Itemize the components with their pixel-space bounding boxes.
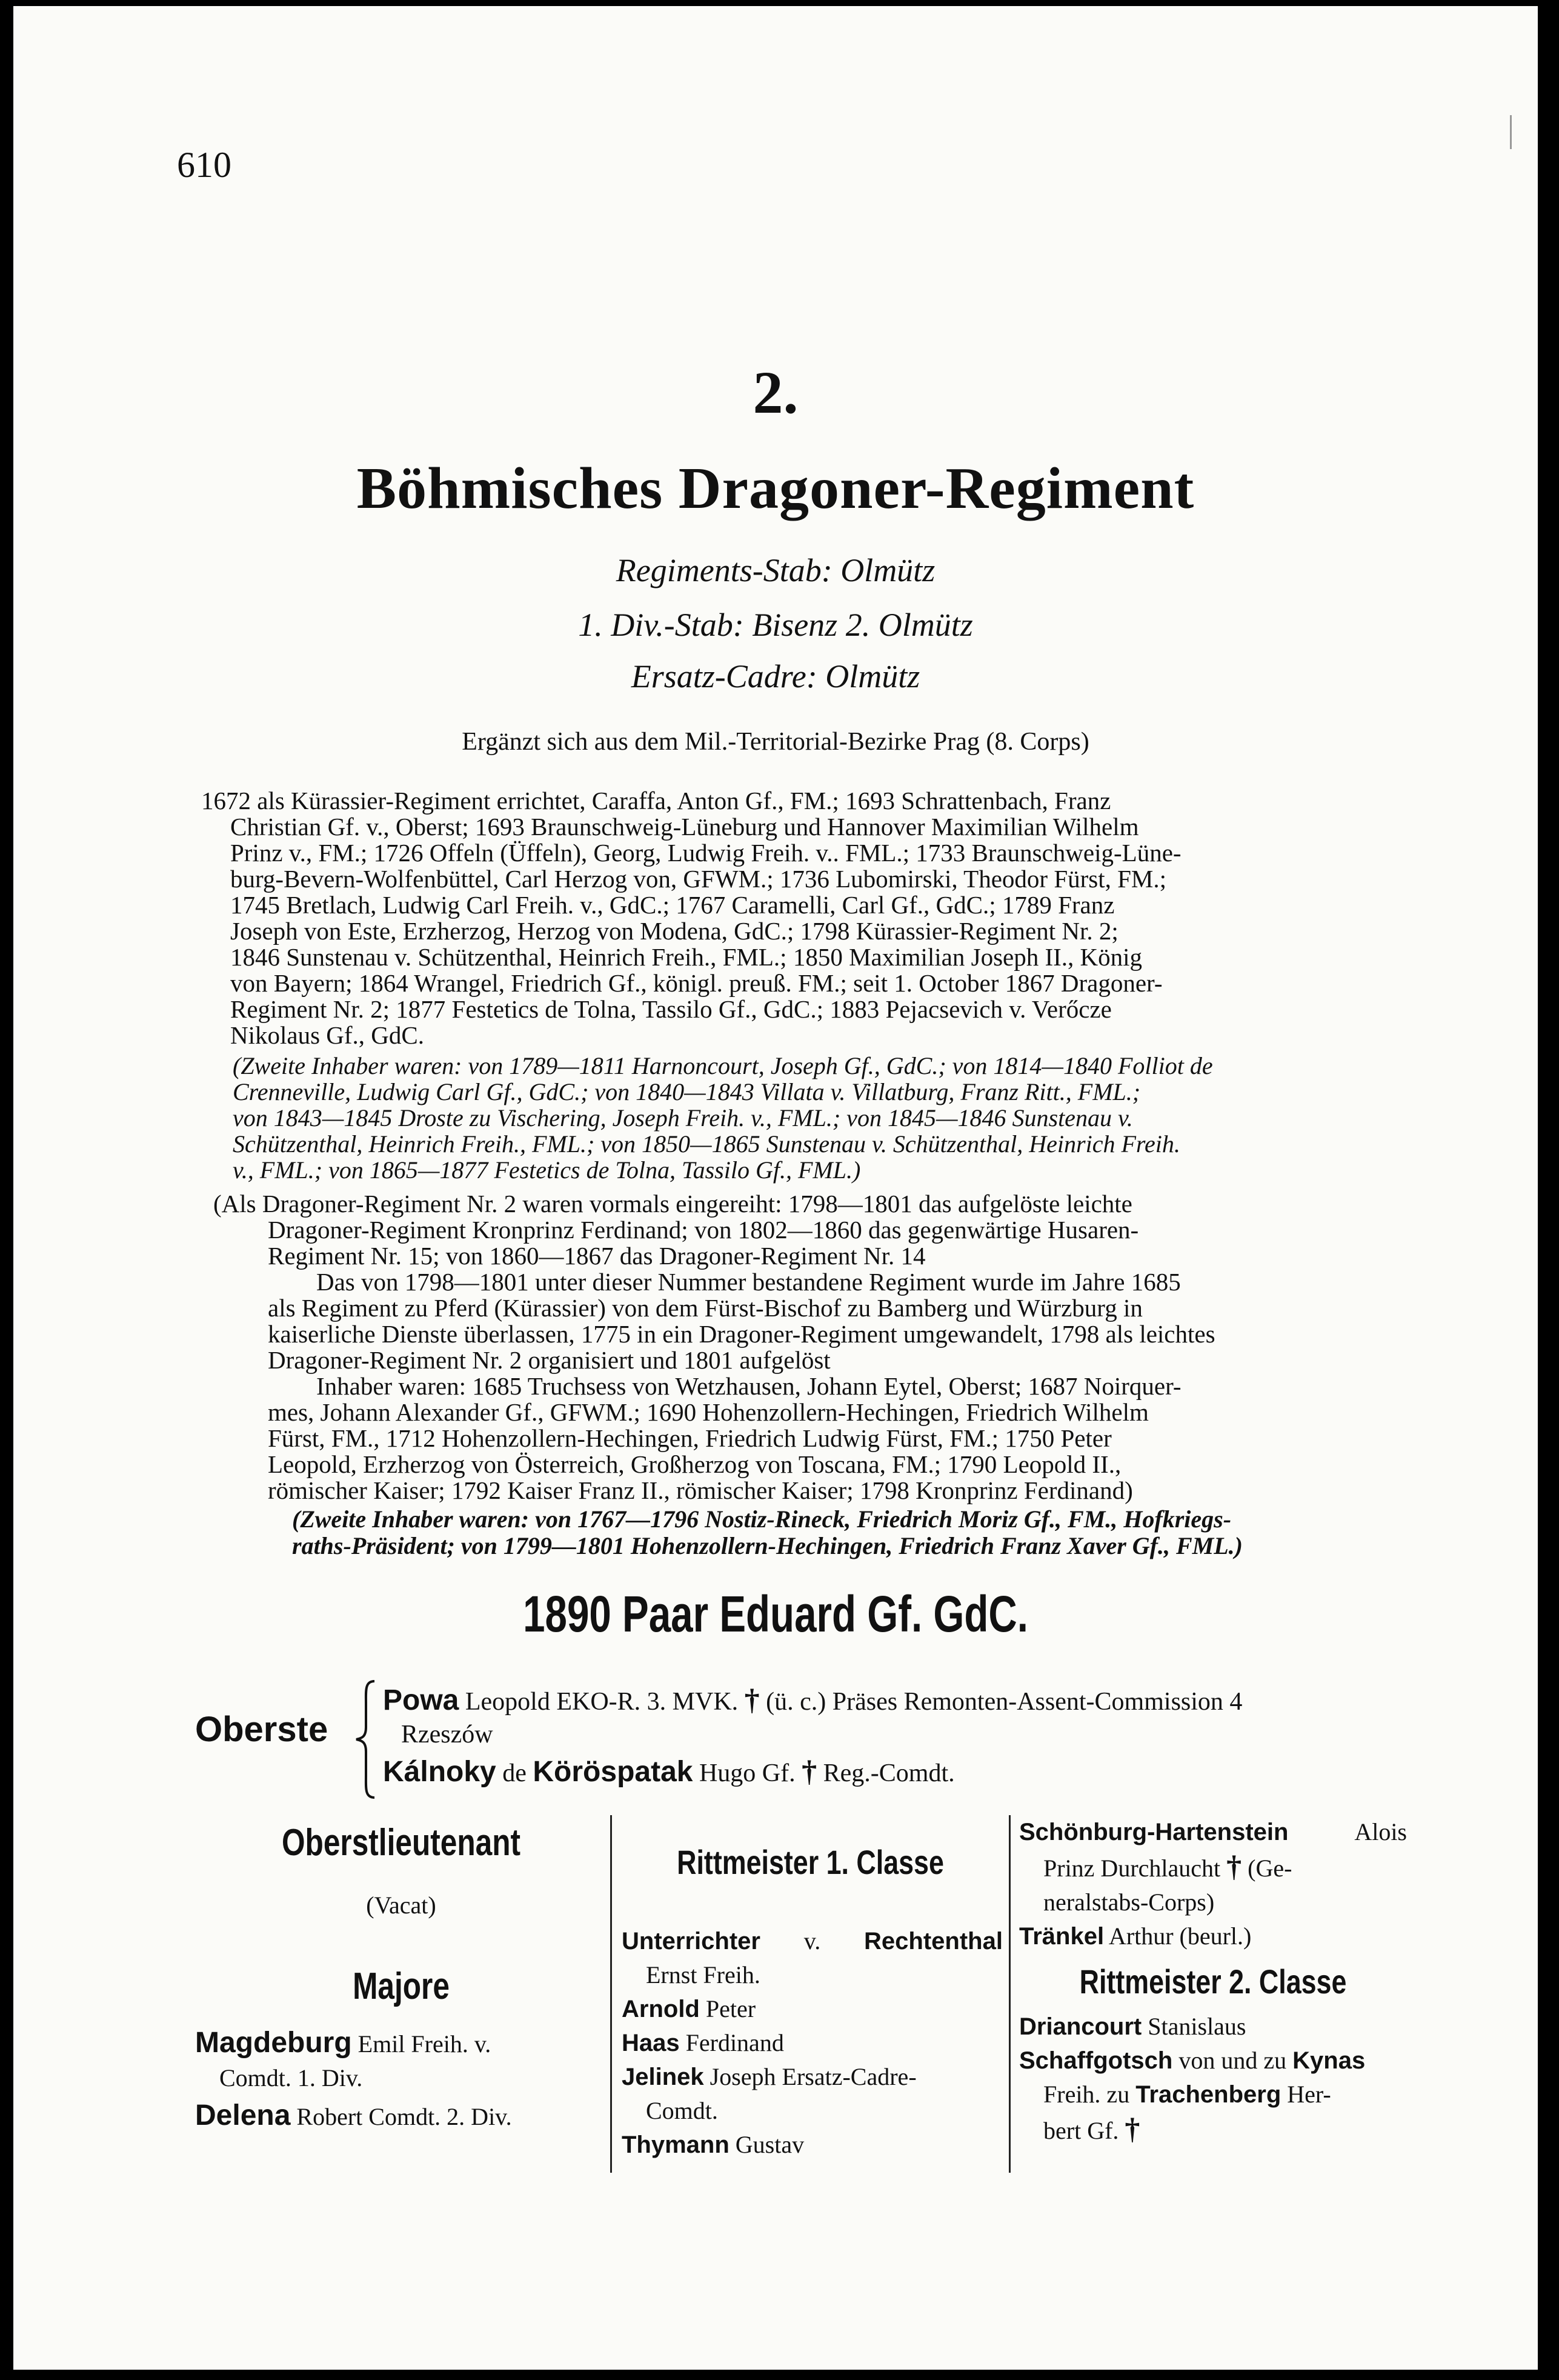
officer-title: Freih. zu (1043, 2081, 1130, 2108)
history-line: 1745 Bretlach, Ludwig Carl Freih. v., GdC.; 1767 Caramelli, Carl Gf., GdC.; 1789 Franz (230, 891, 1115, 919)
als-line: Regiment Nr. 15; von 1860—1867 das Dragoner-Regiment Nr. 14 (268, 1242, 926, 1270)
major-entry-delena (195, 2099, 607, 2134)
rittmeister-entry-thymann (622, 2128, 1003, 2162)
rittmeister-entry-trankel (1019, 1919, 1407, 1953)
rittmeister-entry-jelinek (622, 2060, 1003, 2094)
rittmeister-2-heading: Rittmeister 2. Classe (1079, 1962, 1347, 2001)
major-entry-magdeburg (195, 2026, 607, 2061)
officer-details: Joseph Ersatz-Cadre- (710, 2063, 917, 2090)
history-line: Prinz v., FM.; 1726 Offeln (Üffeln), Georg, Ludwig Freih. v.. FML.; 1733 Braunschweig-Lüne- (230, 839, 1182, 867)
officer-name-2: Köröspatak (533, 1756, 693, 1788)
regiment-title: Böhmisches Dragoner-Regiment (356, 456, 1195, 521)
als-line: mes, Johann Alexander Gf., GFWM.; 1690 Hohenzollern-Hechingen, Friedrich Wilhelm (268, 1398, 1149, 1426)
note-line: Crenneville, Ludwig Carl Gf., GdC.; von 1840—1843 Villata v. Villatburg, Franz Ritt., FML.; (233, 1078, 1141, 1105)
als-line: Dragoner-Regiment Nr. 2 organisiert und 1801 aufgelöst (268, 1346, 831, 1374)
officer-name: Schaffgotsch (1019, 2047, 1173, 2074)
officer-particle: v. (803, 1927, 821, 1955)
als-line: (Als Dragoner-Regiment Nr. 2 waren vormals eingereiht: 1798—1801 das aufgelöste leichte (213, 1190, 1132, 1218)
officer-details: bert Gf. (1043, 2117, 1119, 2144)
als-line: Das von 1798—1801 unter dieser Nummer bestandene Regiment wurde im Jahre 1685 (316, 1268, 1181, 1296)
rittmeister-entry-driancourt (1019, 2010, 1407, 2044)
officer-name: Kálnoky (383, 1756, 496, 1788)
regiment-number: 2. (753, 359, 799, 426)
officer-name: Thymann (622, 2132, 730, 2158)
history-line: Regiment Nr. 2; 1877 Festetics de Tolna, Tassilo Gf., GdC.; 1883 Pejacsevich v. Verőcze (230, 995, 1112, 1023)
officer-name-3: Trachenberg (1135, 2081, 1281, 2108)
als-line: kaiserliche Dienste überlassen, 1775 in ein Dragoner-Regiment umgewandelt, 1798 als leichtes (268, 1320, 1215, 1348)
rittmeister-entry-arnold (622, 1992, 1003, 2026)
rittmeister-entry-line3 (1019, 2112, 1407, 2148)
order-cross-icon: † (1125, 2112, 1140, 2145)
officer-name: Haas (622, 2030, 680, 2056)
officer-details: Peter (705, 1995, 756, 2022)
history-line: burg-Bevern-Wolfenbüttel, Carl Herzog von, GFWM.; 1736 Lubomirski, Theodor Fürst, FM.; (230, 865, 1167, 893)
regiment-history (201, 788, 1395, 1048)
als-line: Fürst, FM., 1712 Hohenzollern-Hechingen, Friedrich Ludwig Fürst, FM.; 1750 Peter (268, 1424, 1112, 1452)
rittmeister-entry-line2: Ernst Freih. (646, 1961, 760, 1988)
history-line: Nikolaus Gf., GdC. (230, 1021, 425, 1049)
order-cross-icon: † (1226, 1849, 1242, 1883)
als-line: Leopold, Erzherzog von Österreich, Großherzog von Toscana, FM.; 1790 Leopold II., (268, 1450, 1122, 1478)
history-line: 1672 als Kürassier-Regiment errichtet, Caraffa, Anton Gf., FM.; 1693 Schrattenbach, Franz (201, 787, 1111, 815)
majore-heading: Majore (353, 1965, 450, 2007)
column-rittmeister-1 (610, 1815, 1011, 2173)
order-cross-icon: † (744, 1682, 760, 1716)
officer-details: (Ge- (1248, 1855, 1292, 1882)
officer-details: Ferdinand (685, 2029, 784, 2056)
officer-name: Jelinek (622, 2064, 704, 2090)
officer-name-2: Rechtenthal (864, 1928, 1003, 1955)
officer-name: Schönburg-Hartenstein (1019, 1819, 1289, 1845)
officer-details: Her- (1287, 2081, 1331, 2108)
rittmeister-entry-line3: neralstabs-Corps) (1043, 1888, 1215, 1916)
oberst-entry-kalnoky (383, 1753, 955, 1788)
note-line: raths-Präsident; von 1799—1801 Hohenzollern-Hechingen, Friedrich Franz Xaver Gf., FML.) (292, 1532, 1243, 1559)
officer-details: Emil Freih. v. (357, 2030, 491, 2058)
rittmeister-entry-haas (622, 2026, 1003, 2060)
officer-name: Powa (383, 1684, 459, 1716)
officer-de: de (502, 1759, 527, 1787)
officer-details: Leopold EKO-R. 3. MVK. (465, 1688, 739, 1716)
officer-details: von und zu (1178, 2047, 1287, 2074)
page-number: 610 (177, 145, 231, 185)
officer-details: Hugo Gf. (699, 1759, 796, 1787)
rittmeister-entry-unterrichter (622, 1924, 1003, 1958)
recruitment-district: Ergänzt sich aus dem Mil.-Territorial-Bezirke Prag (8. Corps) (462, 728, 1089, 756)
zweite-inhaber-note (201, 1053, 1395, 1183)
history-line: Christian Gf. v., Oberst; 1693 Braunschweig-Lüneburg und Hannover Maximilian Wilhelm (230, 813, 1139, 841)
note-line: v., FML.; von 1865—1877 Festetics de Tolna, Tassilo Gf., FML.) (233, 1156, 861, 1184)
column-rittmeister-2 (1019, 1815, 1407, 2148)
major-entry-line2: Comdt. 1. Div. (219, 2064, 363, 2092)
officer-name: Delena (195, 2099, 291, 2132)
officer-details: Stanislaus (1148, 2013, 1246, 2040)
officer-name: Unterrichter (622, 1928, 760, 1955)
margin-mark (1510, 115, 1512, 149)
officer-name: Driancourt (1019, 2013, 1142, 2040)
note-line: von 1843—1845 Droste zu Vischering, Joseph Freih. v., FML.; von 1845—1846 Sunstenau v. (233, 1104, 1133, 1132)
officer-details: Robert Comdt. 2. Div. (296, 2103, 512, 2130)
note-line: (Zweite Inhaber waren: von 1767—1796 Nostiz-Rineck, Friedrich Moriz Gf., FM., Hofkriegs- (292, 1505, 1232, 1533)
als-dragoner-section (213, 1191, 1413, 1504)
ersatz-cadre: Ersatz-Cadre: Olmütz (631, 658, 920, 695)
officer-name: Tränkel (1019, 1923, 1105, 1950)
order-cross-icon: † (802, 1754, 817, 1788)
rittmeister-entry-line2 (1019, 2078, 1407, 2112)
zweite-inhaber-note-2 (201, 1506, 1395, 1559)
als-line: als Regiment zu Pferd (Kürassier) von dem Fürst-Bischof zu Bamberg und Würzburg in (268, 1294, 1143, 1322)
officer-details: Alois (1354, 1818, 1407, 1845)
officer-details: Arthur (beurl.) (1108, 1922, 1252, 1950)
officer-name: Arnold (622, 1996, 700, 2022)
note-line: (Zweite Inhaber waren: von 1789—1811 Harnoncourt, Joseph Gf., GdC.; von 1814—1840 Folliot de (233, 1052, 1213, 1079)
rittmeister-1-heading: Rittmeister 1. Classe (677, 1843, 944, 1881)
officer-position: Reg.-Comdt. (823, 1759, 955, 1787)
document-page (13, 6, 1538, 2370)
officer-position: (ü. c.) Präses Remonten-Assent-Commission 4 (766, 1688, 1243, 1716)
division-stab: 1. Div.-Stab: Bisenz 2. Olmütz (578, 607, 973, 643)
oberstlieutenant-heading: Oberstlieutenant (281, 1822, 521, 1864)
als-line: Dragoner-Regiment Kronprinz Ferdinand; von 1802—1860 das gegenwärtige Husaren- (268, 1216, 1139, 1244)
rittmeister-entry-schaffgotsch (1019, 2044, 1407, 2078)
column-oberstlieutenant-majore (195, 1815, 607, 2134)
regiment-commander: 1890 Paar Eduard Gf. GdC. (523, 1585, 1028, 1642)
oberst-entry-powa (383, 1682, 1242, 1717)
rittmeister-entry-schonburg (1019, 1815, 1407, 1849)
brace-icon (353, 1679, 377, 1800)
oberst-entry-location: Rzeszów (401, 1721, 493, 1748)
regiments-stab: Regiments-Stab: Olmütz (616, 552, 936, 588)
history-line: Joseph von Este, Erzherzog, Herzog von Modena, GdC.; 1798 Kürassier-Regiment Nr. 2; (230, 917, 1119, 945)
oberste-label: Oberste (195, 1710, 328, 1749)
officer-details: Gustav (735, 2131, 805, 2158)
rittmeister-entry-line2: Comdt. (646, 2097, 718, 2124)
officer-title: Prinz Durchlaucht (1043, 1855, 1221, 1882)
officer-name: Magdeburg (195, 2027, 352, 2059)
note-line: Schützenthal, Heinrich Freih., FML.; von 1850—1865 Sunstenau v. Schützenthal, Heinrich Freih. (233, 1130, 1180, 1158)
history-line: von Bayern; 1864 Wrangel, Friedrich Gf., königl. preuß. FM.; seit 1. October 1867 Dragoner- (230, 969, 1163, 997)
als-line: römischer Kaiser; 1792 Kaiser Franz II., römischer Kaiser; 1798 Kronprinz Ferdinand) (268, 1476, 1133, 1504)
officer-name-2: Kynas (1292, 2047, 1366, 2074)
vacat-text: (Vacat) (366, 1892, 436, 1919)
als-line: Inhaber waren: 1685 Truchsess von Wetzhausen, Johann Eytel, Oberst; 1687 Noirquer- (316, 1372, 1182, 1400)
history-line: 1846 Sunstenau v. Schützenthal, Heinrich Freih., FML.; 1850 Maximilian Joseph II., König (230, 943, 1143, 971)
rittmeister-entry-line2 (1019, 1849, 1407, 1885)
